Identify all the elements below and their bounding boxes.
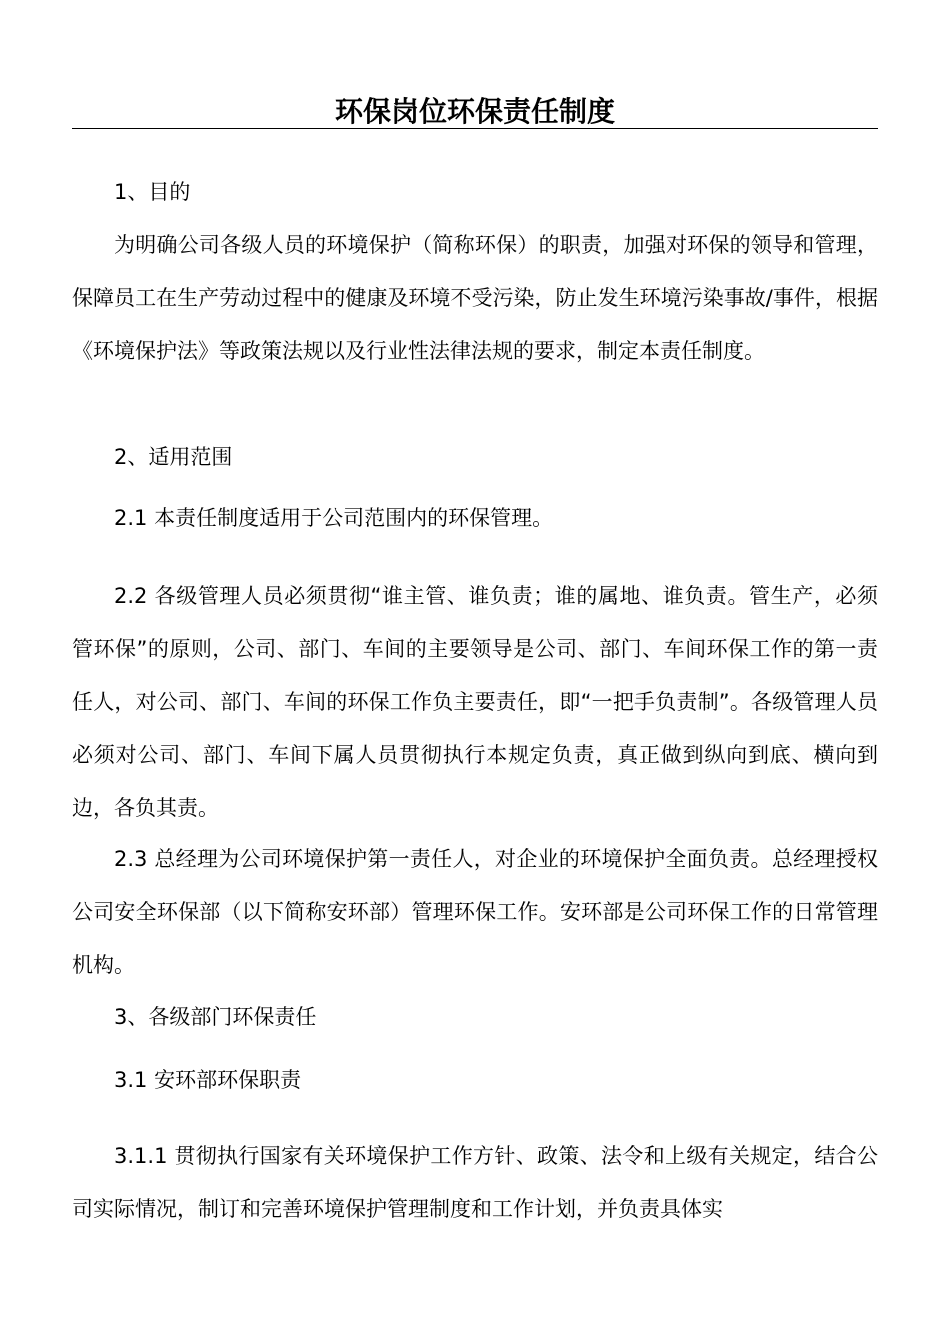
section-heading-purpose: 1、目的 bbox=[114, 180, 191, 204]
section-heading-responsibilities: 3、各级部门环保责任 bbox=[114, 1005, 317, 1029]
paragraph-2-3: 2.3 总经理为公司环境保护第一责任人，对企业的环境保护全面负责。总经理授权公司安全环保部（以下简称安环部）管理环保工作。安环部是公司环保工作的日常管理机构。 bbox=[72, 847, 878, 977]
section-heading-scope: 2、适用范围 bbox=[114, 445, 233, 469]
paragraph-3-1: 3.1 安环部环保职责 bbox=[114, 1068, 302, 1092]
paragraph-2-2: 2.2 各级管理人员必须贯彻“谁主管、谁负责；谁的属地、谁负责。管生产，必须管环保”的原则，公司、部门、车间的主要领导是公司、部门、车间环保工作的第一责任人，对公司、部门、车间的环保工作负主要责任，即“一把手负责制”。各级管理人员必须对公司、部门、车间下属人员贯彻执行本规定负责，真正做到纵向到底、横向到边，各负其责。 bbox=[72, 584, 878, 820]
document-title: 环保岗位环保责任制度 bbox=[334, 95, 615, 128]
paragraph-3-1-1: 3.1.1 贯彻执行国家有关环境保护工作方针、政策、法令和上级有关规定，结合公司实际情况，制订和完善环境保护管理制度和工作计划，并负责具体实 bbox=[72, 1144, 878, 1221]
title-underline bbox=[72, 128, 878, 129]
paragraph-2-1: 2.1 本责任制度适用于公司范围内的环保管理。 bbox=[114, 506, 554, 530]
paragraph-purpose: 为明确公司各级人员的环境保护（简称环保）的职责，加强对环保的领导和管理，保障员工在生产劳动过程中的健康及环境不受污染，防止发生环境污染事故/事件，根据《环境保护法》等政策法规以及行业性法律法规的要求，制定本责任制度。 bbox=[72, 233, 878, 363]
